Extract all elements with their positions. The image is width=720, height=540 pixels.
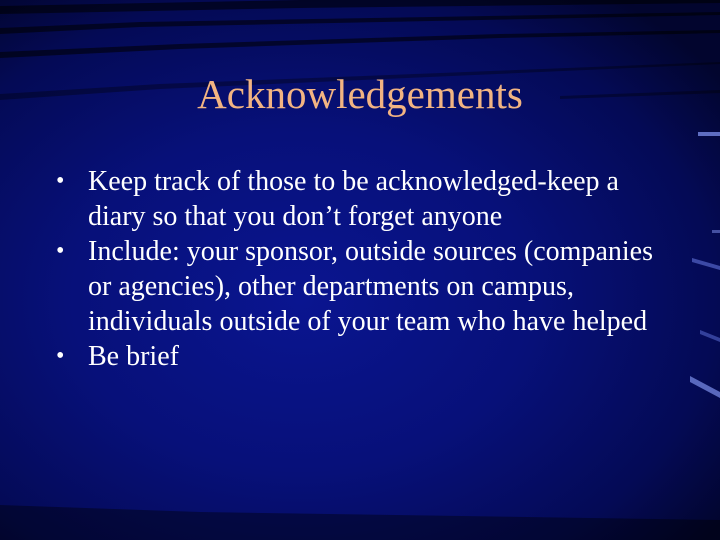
bullet-text: Be brief xyxy=(88,341,179,372)
right-edge-streak xyxy=(698,132,720,136)
bullet-item xyxy=(56,339,676,374)
bullet-item xyxy=(56,164,676,234)
bullet-icon: • xyxy=(56,343,65,369)
bullet-item xyxy=(56,234,676,339)
bullet-text: Keep track of those to be acknowledged-keep a diary so that you don’t forget anyone xyxy=(88,166,619,232)
bullet-icon: • xyxy=(56,168,65,194)
bullet-list xyxy=(56,164,676,374)
slide-title: Acknowledgements xyxy=(197,71,523,117)
bullet-text: Include: your sponsor, outside sources (companies or agencies), other departments on campus, individuals outside of your team who have helped xyxy=(88,236,653,337)
bullet-icon: • xyxy=(56,238,65,264)
